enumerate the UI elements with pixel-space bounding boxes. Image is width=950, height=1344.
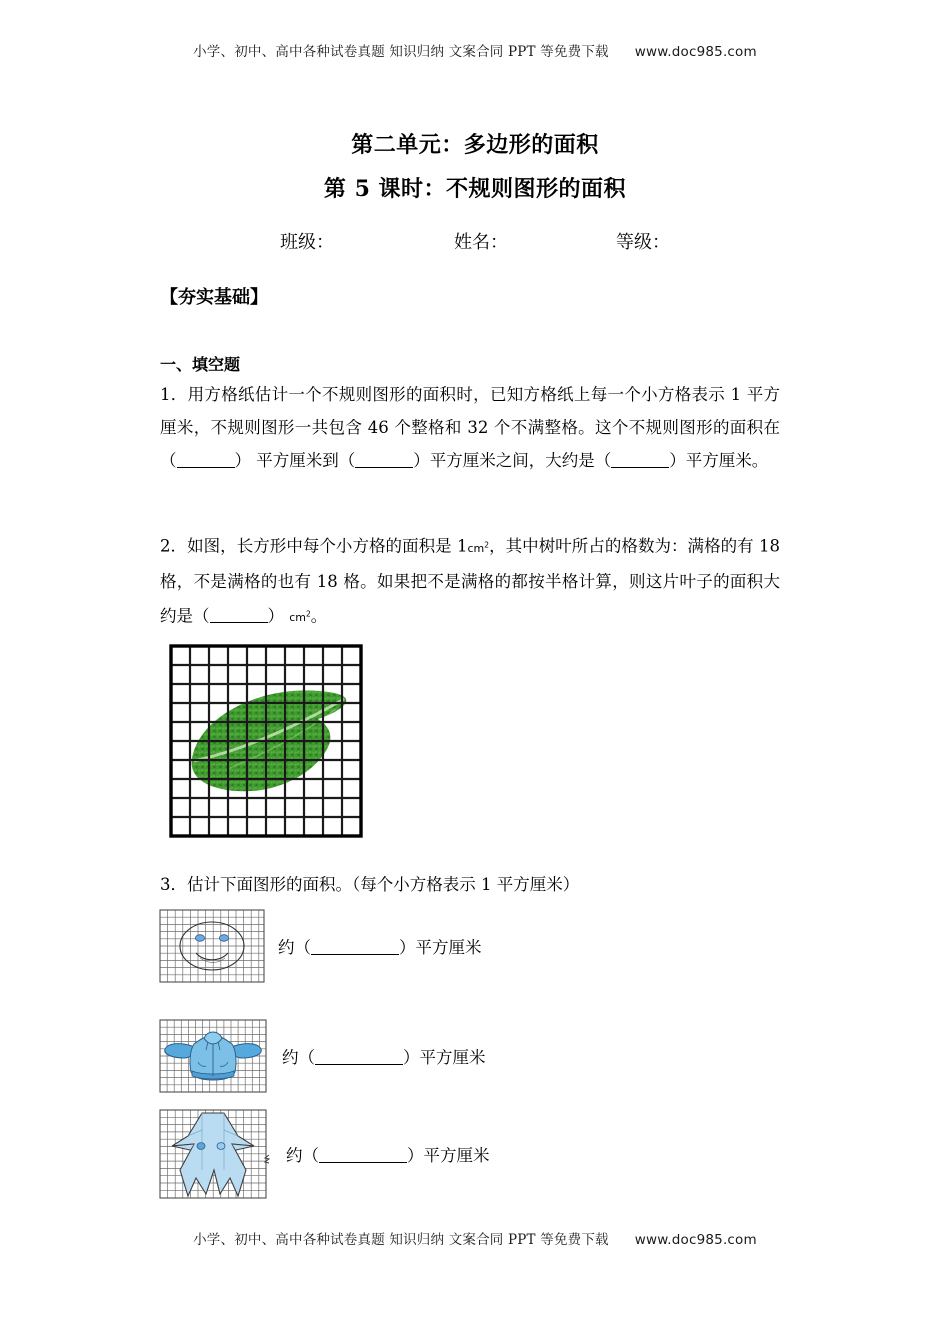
face-approx-label: 约（: [278, 938, 311, 957]
question-2-blank-1[interactable]: [210, 607, 268, 624]
header-watermark-text: 小学、初中、高中各种试卷真题 知识归纳 文案合同 PPT 等免费下载: [193, 44, 609, 60]
question-2-number: 2．: [160, 536, 188, 556]
lesson-title: 第 5 课时：不规则图形的面积: [323, 176, 627, 202]
leaf-figure-svg: [168, 643, 364, 839]
jacket-answer-caption: [282, 1044, 486, 1068]
question-3: [160, 868, 780, 901]
origami-figure-svg: [158, 1108, 274, 1200]
student-info-line: [0, 228, 950, 254]
question-2-unit-2-exp: 2: [306, 609, 311, 619]
question-2-text-a: 如图，长方形中每个小方格的面积是 1: [187, 536, 468, 556]
question-1-blank-1[interactable]: [177, 451, 235, 468]
question-2-unit-1: [468, 542, 490, 555]
question-2-text-b: ，其中树叶所占的格数为：满格的有 18 格，不是满格的也有 18 格。如果把不是满格的都按半格计算，则这片叶子的面积大约是（: [160, 536, 780, 626]
footer-watermark-url: www.doc985.com: [634, 1232, 757, 1248]
figure-row-origami: [158, 1108, 490, 1200]
question-2-text-d: 。: [310, 606, 328, 626]
jacket-figure-svg: [158, 1018, 270, 1094]
jacket-approx-label: 约（: [282, 1048, 315, 1067]
face-answer-blank[interactable]: [311, 938, 399, 955]
origami-unit-label: ）平方厘米: [407, 1146, 490, 1165]
question-1: [160, 378, 780, 477]
question-2-unit-2: [289, 611, 311, 624]
question-3-text: 估计下面图形的面积。（每个小方格表示 1 平方厘米）: [187, 875, 580, 894]
question-2: [160, 528, 780, 634]
footer-watermark-text: 小学、初中、高中各种试卷真题 知识归纳 文案合同 PPT 等免费下载: [193, 1232, 609, 1248]
face-answer-caption: [278, 934, 482, 958]
header-watermark-url: www.doc985.com: [634, 44, 757, 60]
jacket-unit-label: ）平方厘米: [403, 1048, 486, 1067]
jacket-answer-blank[interactable]: [315, 1048, 403, 1065]
leaf-figure: [168, 643, 364, 843]
question-2-unit-2-base: cm: [289, 611, 307, 625]
unit-title: 第二单元：多边形的面积: [351, 132, 599, 158]
question-1-blank-2[interactable]: [355, 451, 413, 468]
origami-eye-left: [197, 1143, 205, 1150]
face-eye-left: [195, 935, 204, 942]
question-1-text-a: 用方格纸估计一个不规则图形的面积时，已知方格纸上每一个小方格表示 1 平方厘米，不规则图形一共包含 46 个整格和 32 个不满整格。这个不规则图形的面积在（: [160, 385, 780, 470]
question-1-text-c: ）平方厘米之间，大约是（: [413, 451, 612, 470]
figure-row-jacket: [158, 1018, 486, 1094]
origami-eye-right: [217, 1143, 225, 1150]
question-1-blank-3[interactable]: [611, 451, 669, 468]
name-label: 姓名：: [454, 232, 508, 253]
origami-approx-label: 约（: [286, 1146, 319, 1165]
face-eye-right: [219, 935, 228, 942]
question-1-number: 1．: [160, 385, 188, 404]
origami-answer-caption: [286, 1142, 490, 1166]
question-2-text-c: ）: [267, 606, 284, 626]
footer-watermark: [0, 1228, 950, 1248]
question-3-number: 3．: [160, 875, 187, 894]
section-fill-blank-title: 一、填空题: [160, 355, 241, 374]
section-basics-title: 【夯实基础】: [160, 287, 268, 308]
face-unit-label: ）平方厘米: [399, 938, 482, 957]
question-2-unit-1-base: cm: [467, 541, 485, 555]
grade-label: 等级：: [616, 232, 670, 253]
figure-row-face: [158, 908, 482, 984]
origami-answer-blank[interactable]: [319, 1146, 407, 1163]
header-watermark: [0, 40, 950, 60]
question-1-text-d: ）平方厘米。: [669, 451, 769, 470]
question-1-text-b: ） 平方厘米到（: [234, 451, 356, 470]
class-label: 班级：: [280, 232, 334, 253]
question-2-unit-1-exp: 2: [484, 540, 490, 549]
face-figure-svg: [158, 908, 266, 984]
